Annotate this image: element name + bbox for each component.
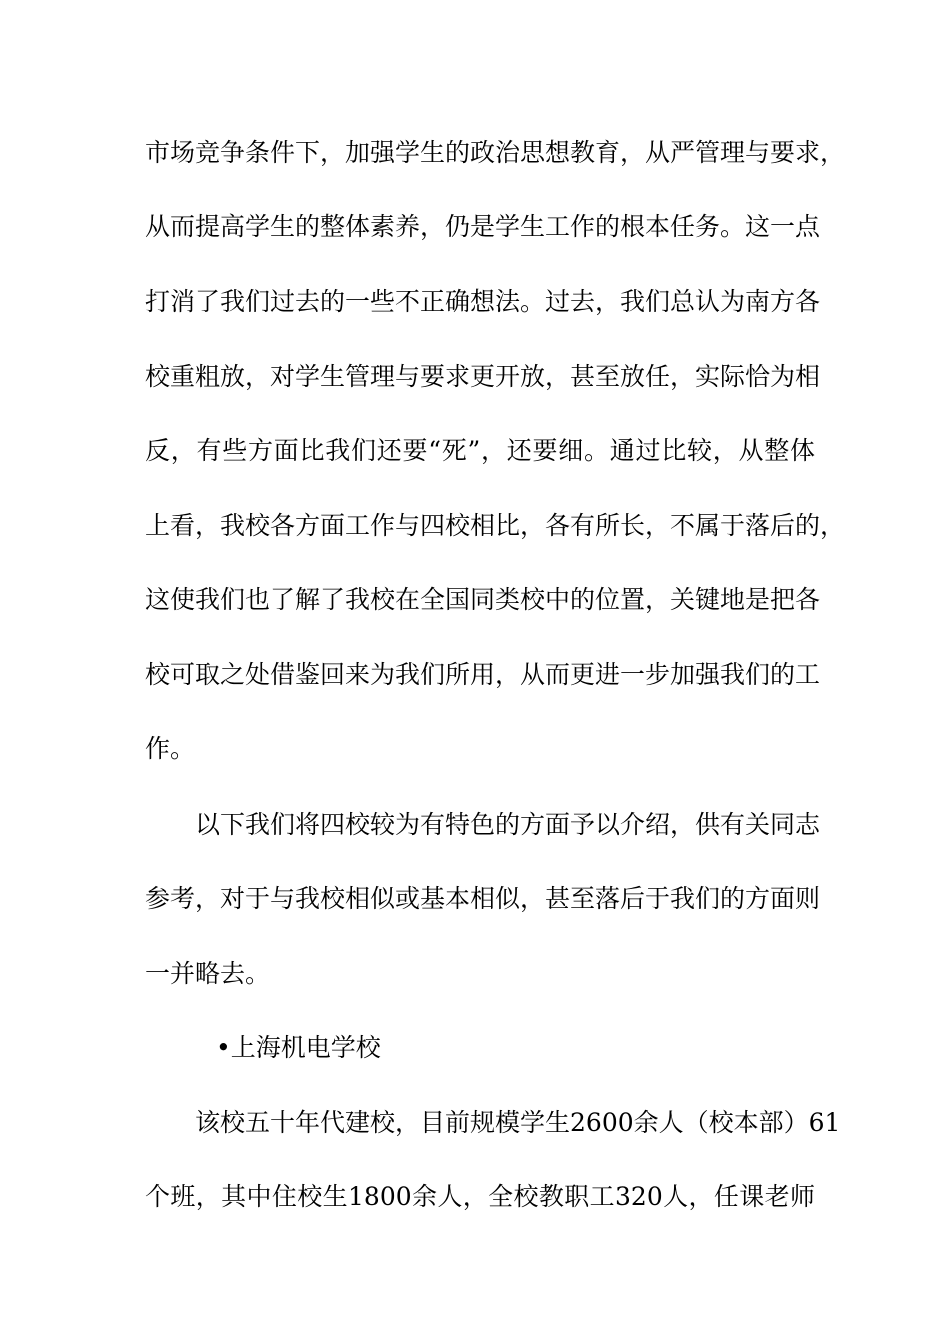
body-text-line: 校可取之处借鉴回来为我们所用，从而更进一步加强我们的工 [145,660,821,689]
body-text-line: 市场竞争条件下，加强学生的政治思想教育，从严管理与要求， [145,138,846,167]
body-text-line: 校重粗放，对学生管理与要求更开放，甚至放任，实际恰为相 [145,362,821,391]
body-text-line: 一并略去。 [145,959,271,988]
body-text-line: 反，有些方面比我们还要“死”，还要细。通过比较，从整体 [145,436,815,465]
body-text-line: 以下我们将四校较为有特色的方面予以介绍，供有关同志 [195,810,821,839]
body-text-line: 从而提高学生的整体素养，仍是学生工作的根本任务。这一点 [145,212,821,241]
body-text-line: 个班，其中住校生1800余人，全校教职工320人，任课老师 [145,1182,815,1211]
body-text-line: 参考，对于与我校相似或基本相似，甚至落后于我们的方面则 [145,884,821,913]
body-text-line: 这使我们也了解了我校在全国同类校中的位置，关键地是把各 [145,585,821,614]
section-heading: •上海机电学校 [216,1033,381,1062]
body-text-line: 作。 [145,734,196,763]
body-text-line: 该校五十年代建校，目前规模学生2600余人（校本部）61 [195,1108,841,1137]
body-text-line: 上看，我校各方面工作与四校相比，各有所长，不属于落后的， [145,511,846,540]
body-text-line: 打消了我们过去的一些不正确想法。过去，我们总认为南方各 [145,287,821,316]
